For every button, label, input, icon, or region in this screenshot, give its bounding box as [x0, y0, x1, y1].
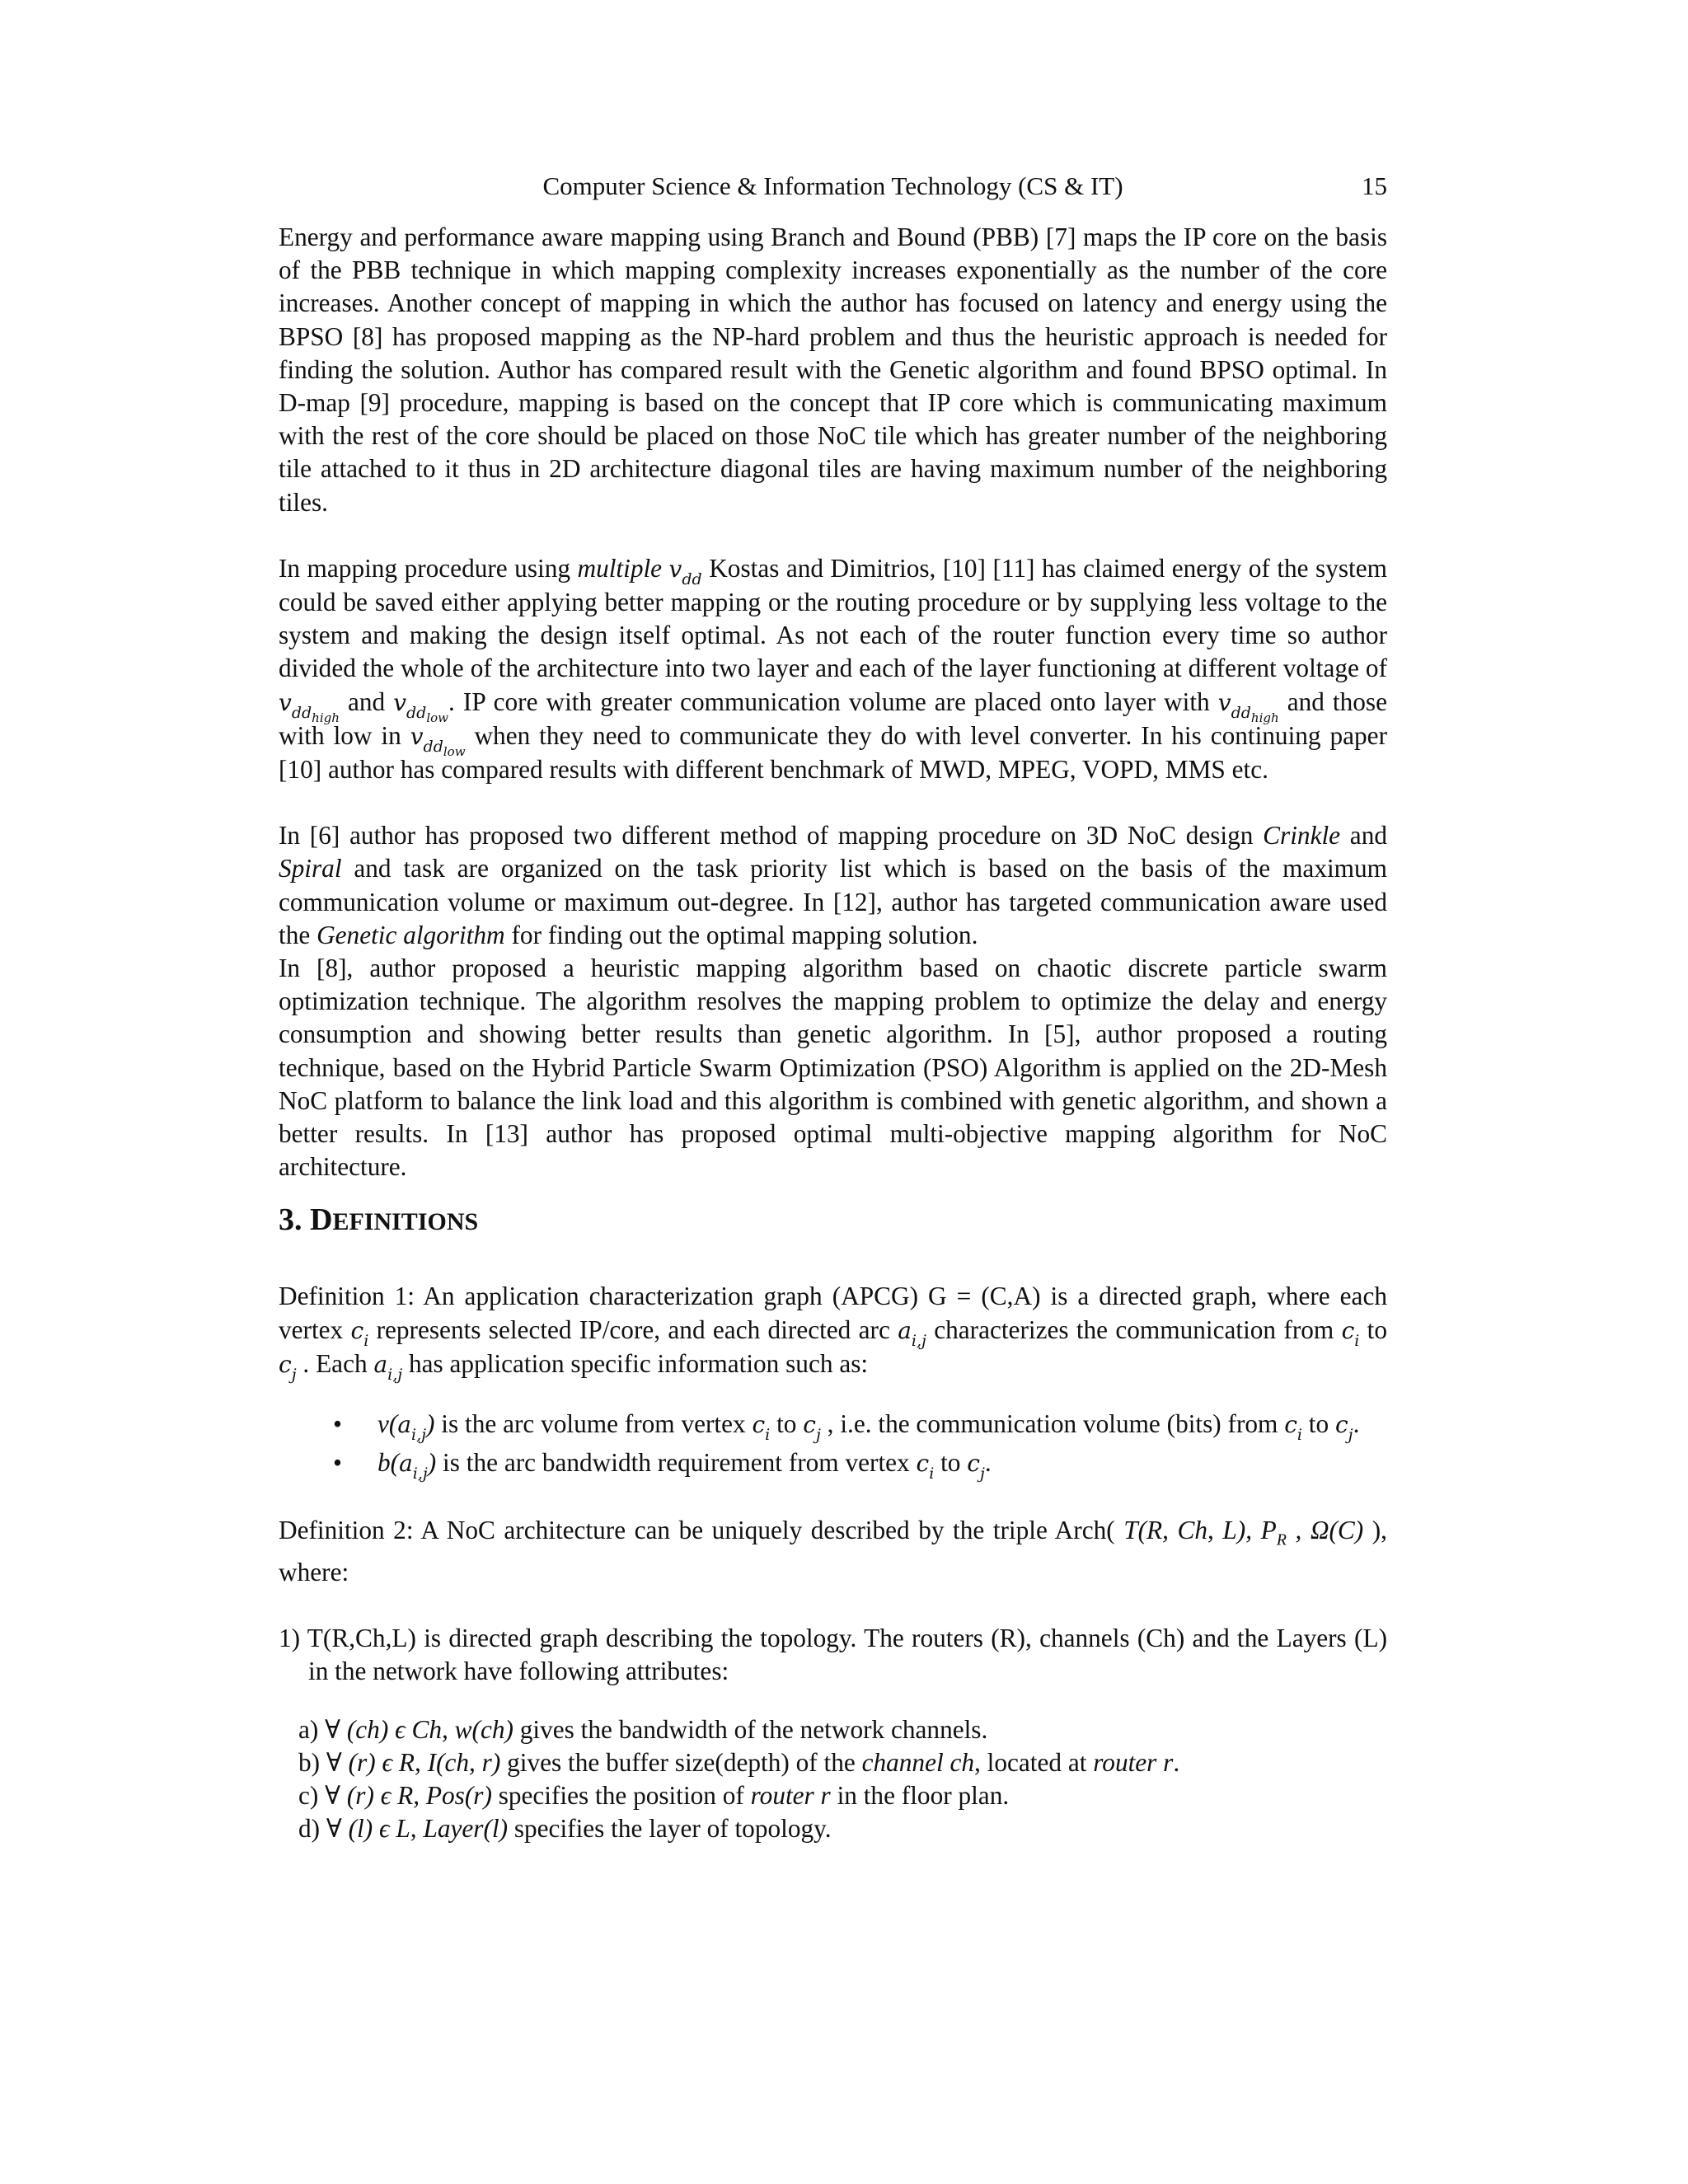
journal-title: Computer Science & Information Technology (CS & IT): [542, 171, 1123, 200]
topology-item: 1) T(R,Ch,L) is directed graph describing the topology. The routers (R), channels (Ch) and the Layers (L) in the network have following attributes:: [279, 1624, 1387, 1686]
math-vdd-high: $v_{dd_{high}}$: [1217, 688, 1279, 725]
paragraph-3d-noc-mapping: In [6] author has proposed two different method of mapping procedure on 3D NoC design Crinkle and Spiral and task are organized on the task priority list which is based on the basis of the maximum communication volume or maximum out-degree. In [12], author has targeted communication aware used the Genetic algorithm for finding out the optimal mapping solution.: [279, 821, 1387, 949]
section-heading: 3. DEFINITIONS: [279, 1202, 479, 1238]
attribute-item-d: d) ∀ (l) ϵ L, Layer(l) specifies the layer of topology.: [298, 1814, 832, 1844]
math-vdd: $v_{dd}$: [668, 555, 702, 588]
page-number: 15: [1362, 171, 1387, 200]
list-item: • $v(a_{i,j})$ is the arc volume from vertex $c_i$ to $c_j$ , i.e. the communication volume (bits) from $c_i$ to $c_j$.: [333, 1409, 1360, 1445]
attribute-item-c: c) ∀ (r) ϵ R, Pos(r) specifies the position of router r in the floor plan.: [298, 1780, 1010, 1810]
list-item: • $b(a_{i,j})$ is the arc bandwidth requirement from vertex $c_i$ to $c_j$.: [333, 1448, 992, 1483]
paragraph-multiple-vdd: In mapping procedure using multiple $v_{dd}$ Kostas and Dimitrios, [10] [11] has claimed energy of the system could be saved either applying better mapping or the routing procedure or by supplying less voltage to the system and making the design itself optimal. As not each of the router function every time so author divided the whole of the architecture into two layer and each of the layer functioning at different voltage of $v_{dd_{high}}$ and $v_{dd_{low}}$. IP core with greater communication volume are placed onto layer with $v_{dd_{high}}$ and those with low in $v_{dd_{low}}$ when they need to communicate they do with level converter. In his continuing paper [10] author has compared results with different benchmark of MWD, MPEG, VOPD, MMS etc.: [279, 553, 1387, 785]
math-ci: $c_i$: [350, 1316, 369, 1350]
math-vdd-low: $v_{dd_{low}}$: [410, 722, 466, 759]
paragraph-pbb-bpso-dmap: Energy and performance aware mapping using Branch and Bound (PBB) [7] maps the IP core on the basis of the PBB technique in which mapping complexity increases exponentially as the number of the core increases. Another concept of mapping in which the author has focused on latency and energy using the BPSO [8] has proposed mapping as the NP-hard problem and thus the heuristic approach is needed for finding the solution. Author has compared result with the Genetic algorithm and found BPSO optimal. In D-map [9] procedure, mapping is based on the concept that IP core which is communicating maximum with the rest of the core should be placed on those NoC tile which has greater number of the neighboring tile attached to it thus in 2D architecture diagonal tiles are having maximum number of the neighboring tiles.: [279, 223, 1387, 517]
body-text: [279, 221, 1387, 1845]
bullet-icon: •: [333, 1409, 342, 1439]
math-vdd-high: $v_{dd_{high}}$: [279, 688, 340, 725]
math-ci: $c_i$: [1341, 1316, 1360, 1350]
math-aij: $a_{i,j}$: [373, 1350, 403, 1384]
attribute-item-b: b) ∀ (r) ϵ R, I(ch, r) gives the buffer size(depth) of the channel ch, located at router r.: [298, 1747, 1180, 1777]
attribute-list: [279, 1713, 1387, 1846]
definition-2: Definition 2: A NoC architecture can be uniquely described by the triple Arch( T(R, Ch, L), $P_R$ , Ω(C) ), where:: [279, 1515, 1388, 1586]
running-header: [279, 171, 1387, 208]
bullet-icon: •: [333, 1448, 342, 1478]
math-cj: $c_j$: [279, 1350, 297, 1384]
definition-1-list: [279, 1408, 1387, 1483]
definition-1: Definition 1: An application characterization graph (APCG) G = (C,A) is a directed graph, where each vertex $c_i$ represents selected IP/core, and each directed arc $a_{i,j}$ characterizes the communication from $c_i$ to $c_j$ . Each $a_{i,j}$ has application specific information such as:: [279, 1282, 1387, 1384]
paragraph-pso: In [8], author proposed a heuristic mapping algorithm based on chaotic discrete particle swarm optimization technique. The algorithm resolves the mapping problem to optimize the delay and energy consumption and showing better results than genetic algorithm. In [5], author proposed a routing technique, based on the Hybrid Particle Swarm Optimization (PSO) Algorithm is applied on the 2D-Mesh NoC platform to balance the link load and this algorithm is combined with genetic algorithm, and shown a better results. In [13] author has proposed optimal multi-objective mapping algorithm for NoC architecture.: [279, 954, 1387, 1182]
math-vdd-low: $v_{dd_{low}}$: [393, 688, 449, 725]
math-aij: $a_{i,j}$: [898, 1316, 926, 1350]
attribute-item-a: a) ∀ (ch) ϵ Ch, w(ch) gives the bandwidth of the network channels.: [298, 1714, 988, 1744]
